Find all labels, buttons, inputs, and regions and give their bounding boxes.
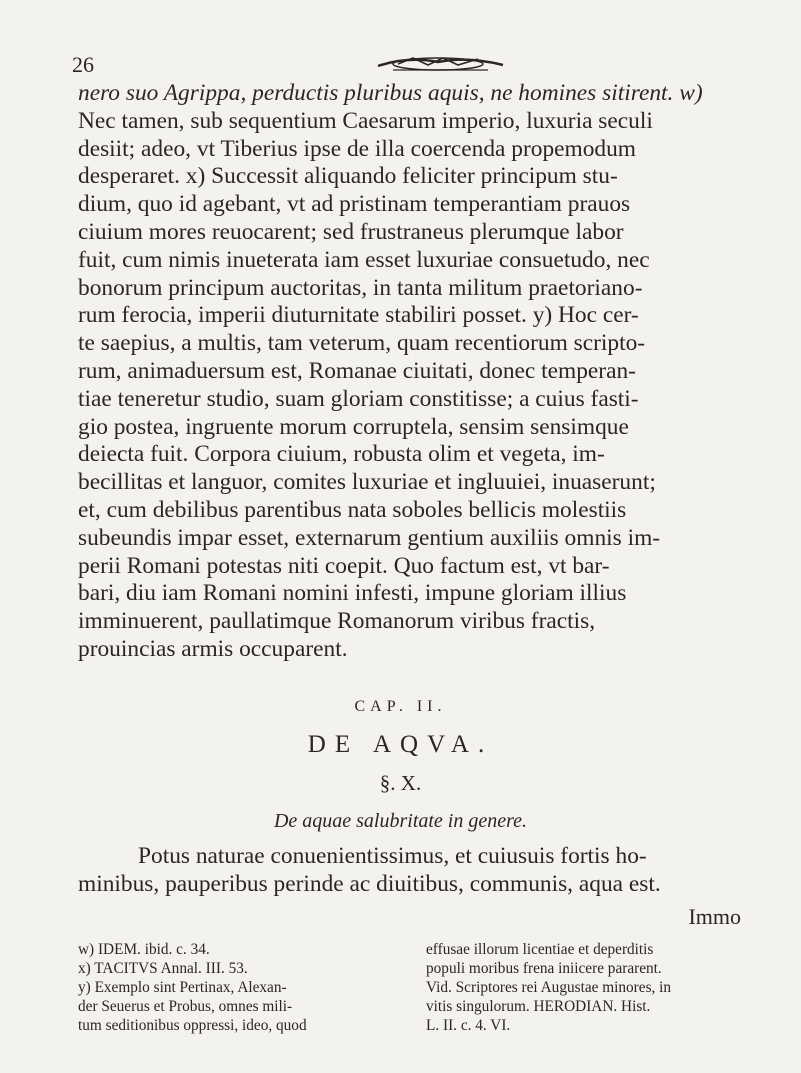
footnote-line: der Seuerus et Probus, omnes mili- bbox=[78, 998, 293, 1015]
footnotes bbox=[78, 940, 754, 1035]
text-line: Nec tamen, sub sequentium Caesarum imperio, luxuria seculi bbox=[78, 107, 653, 134]
text-line: ciuium mores reuocarent; sed frustraneus plerumque labor bbox=[78, 218, 624, 245]
footnote-line: x) TACITVS Annal. III. 53. bbox=[78, 960, 248, 977]
text-line: perii Romani potestas niti coepit. Quo factum est, vt bar- bbox=[78, 552, 610, 579]
headpiece-ornament-icon bbox=[338, 52, 538, 74]
text-line: imminuerent, paullatimque Romanorum viribus fractis, bbox=[78, 608, 596, 635]
section-number: §. X. bbox=[379, 771, 422, 795]
text-line: subeundis impar esset, externarum gentium auxiliis omnis im- bbox=[78, 524, 661, 551]
section-title: DE AQVA. bbox=[307, 731, 494, 758]
text-line: bonorum principum auctoritas, in tanta militum praetoriano- bbox=[78, 274, 643, 301]
text-line: Potus naturae conuenientissimus, et cuiusuis fortis ho- bbox=[138, 843, 647, 869]
chapter-heading: CAP. II. bbox=[354, 698, 447, 715]
footnote-line: populi moribus frena iniicere pararent. bbox=[426, 960, 662, 977]
text-line: rum, animaduersum est, Romanae ciuitati, donec temperan- bbox=[78, 357, 636, 384]
page-number: 26 bbox=[72, 52, 94, 77]
footnote-line: Vid. Scriptores rei Augustae minores, in bbox=[426, 979, 672, 996]
text-line: desiit; adeo, vt Tiberius ipse de illa coercenda propemodum bbox=[78, 135, 637, 162]
text-line: becillitas et languor, comites luxuriae et ingluuiei, inuaserunt; bbox=[78, 469, 656, 496]
footnote-line: y) Exemplo sint Pertinax, Alexan- bbox=[78, 979, 287, 996]
footnotes-left-column bbox=[78, 940, 406, 1035]
text-line: nero suo Agrippa, perductis pluribus aquis, ne homines sitirent. w) bbox=[78, 80, 703, 106]
text-line: tiae teneretur studio, suam gloriam constitisse; a cuius fasti- bbox=[78, 385, 639, 412]
catchword: Immo bbox=[688, 904, 741, 929]
text-line: dium, quo id agebant, vt ad pristinam temperantiam prauos bbox=[78, 191, 631, 218]
text-line: rum ferocia, imperii diuturnitate stabiliri posset. y) Hoc cer- bbox=[78, 302, 639, 329]
footnote-line: L. II. c. 4. VI. bbox=[426, 1017, 511, 1034]
text-line: gio postea, ingruente morum corruptela, sensim sensimque bbox=[78, 413, 629, 440]
text-line: minibus, pauperibus perinde ac diuitibus, communis, aqua est. bbox=[78, 871, 661, 897]
section-subtitle: De aquae salubritate in genere. bbox=[273, 810, 528, 832]
footnotes-right-column bbox=[426, 940, 754, 1035]
text-line: deiecta fuit. Corpora ciuium, robusta olim et vegeta, im- bbox=[78, 441, 605, 468]
footnote-line: tum seditionibus oppressi, ideo, quod bbox=[78, 1017, 307, 1034]
text-line: et, cum debilibus parentibus nata soboles bellicis molestiis bbox=[78, 496, 627, 523]
footnote-line: w) IDEM. ibid. c. 34. bbox=[78, 941, 210, 958]
text-line: desperaret. x) Successit aliquando feliciter principum stu- bbox=[78, 163, 618, 190]
footnote-line: vitis singulorum. HERODIAN. Hist. bbox=[426, 998, 651, 1015]
text-line: prouincias armis occuparent. bbox=[78, 635, 348, 662]
text-line: bari, diu iam Romani nomini infesti, impune gloriam illius bbox=[78, 580, 627, 607]
section-paragraph bbox=[78, 842, 750, 898]
main-paragraph bbox=[78, 80, 750, 664]
footnote-line: effusae illorum licentiae et deperditis bbox=[426, 941, 654, 958]
text-line: te saepius, a multis, tam veterum, quam recentiorum scripto- bbox=[78, 330, 646, 357]
text-line: fuit, cum nimis inueterata iam esset luxuriae consuetudo, nec bbox=[78, 246, 650, 273]
